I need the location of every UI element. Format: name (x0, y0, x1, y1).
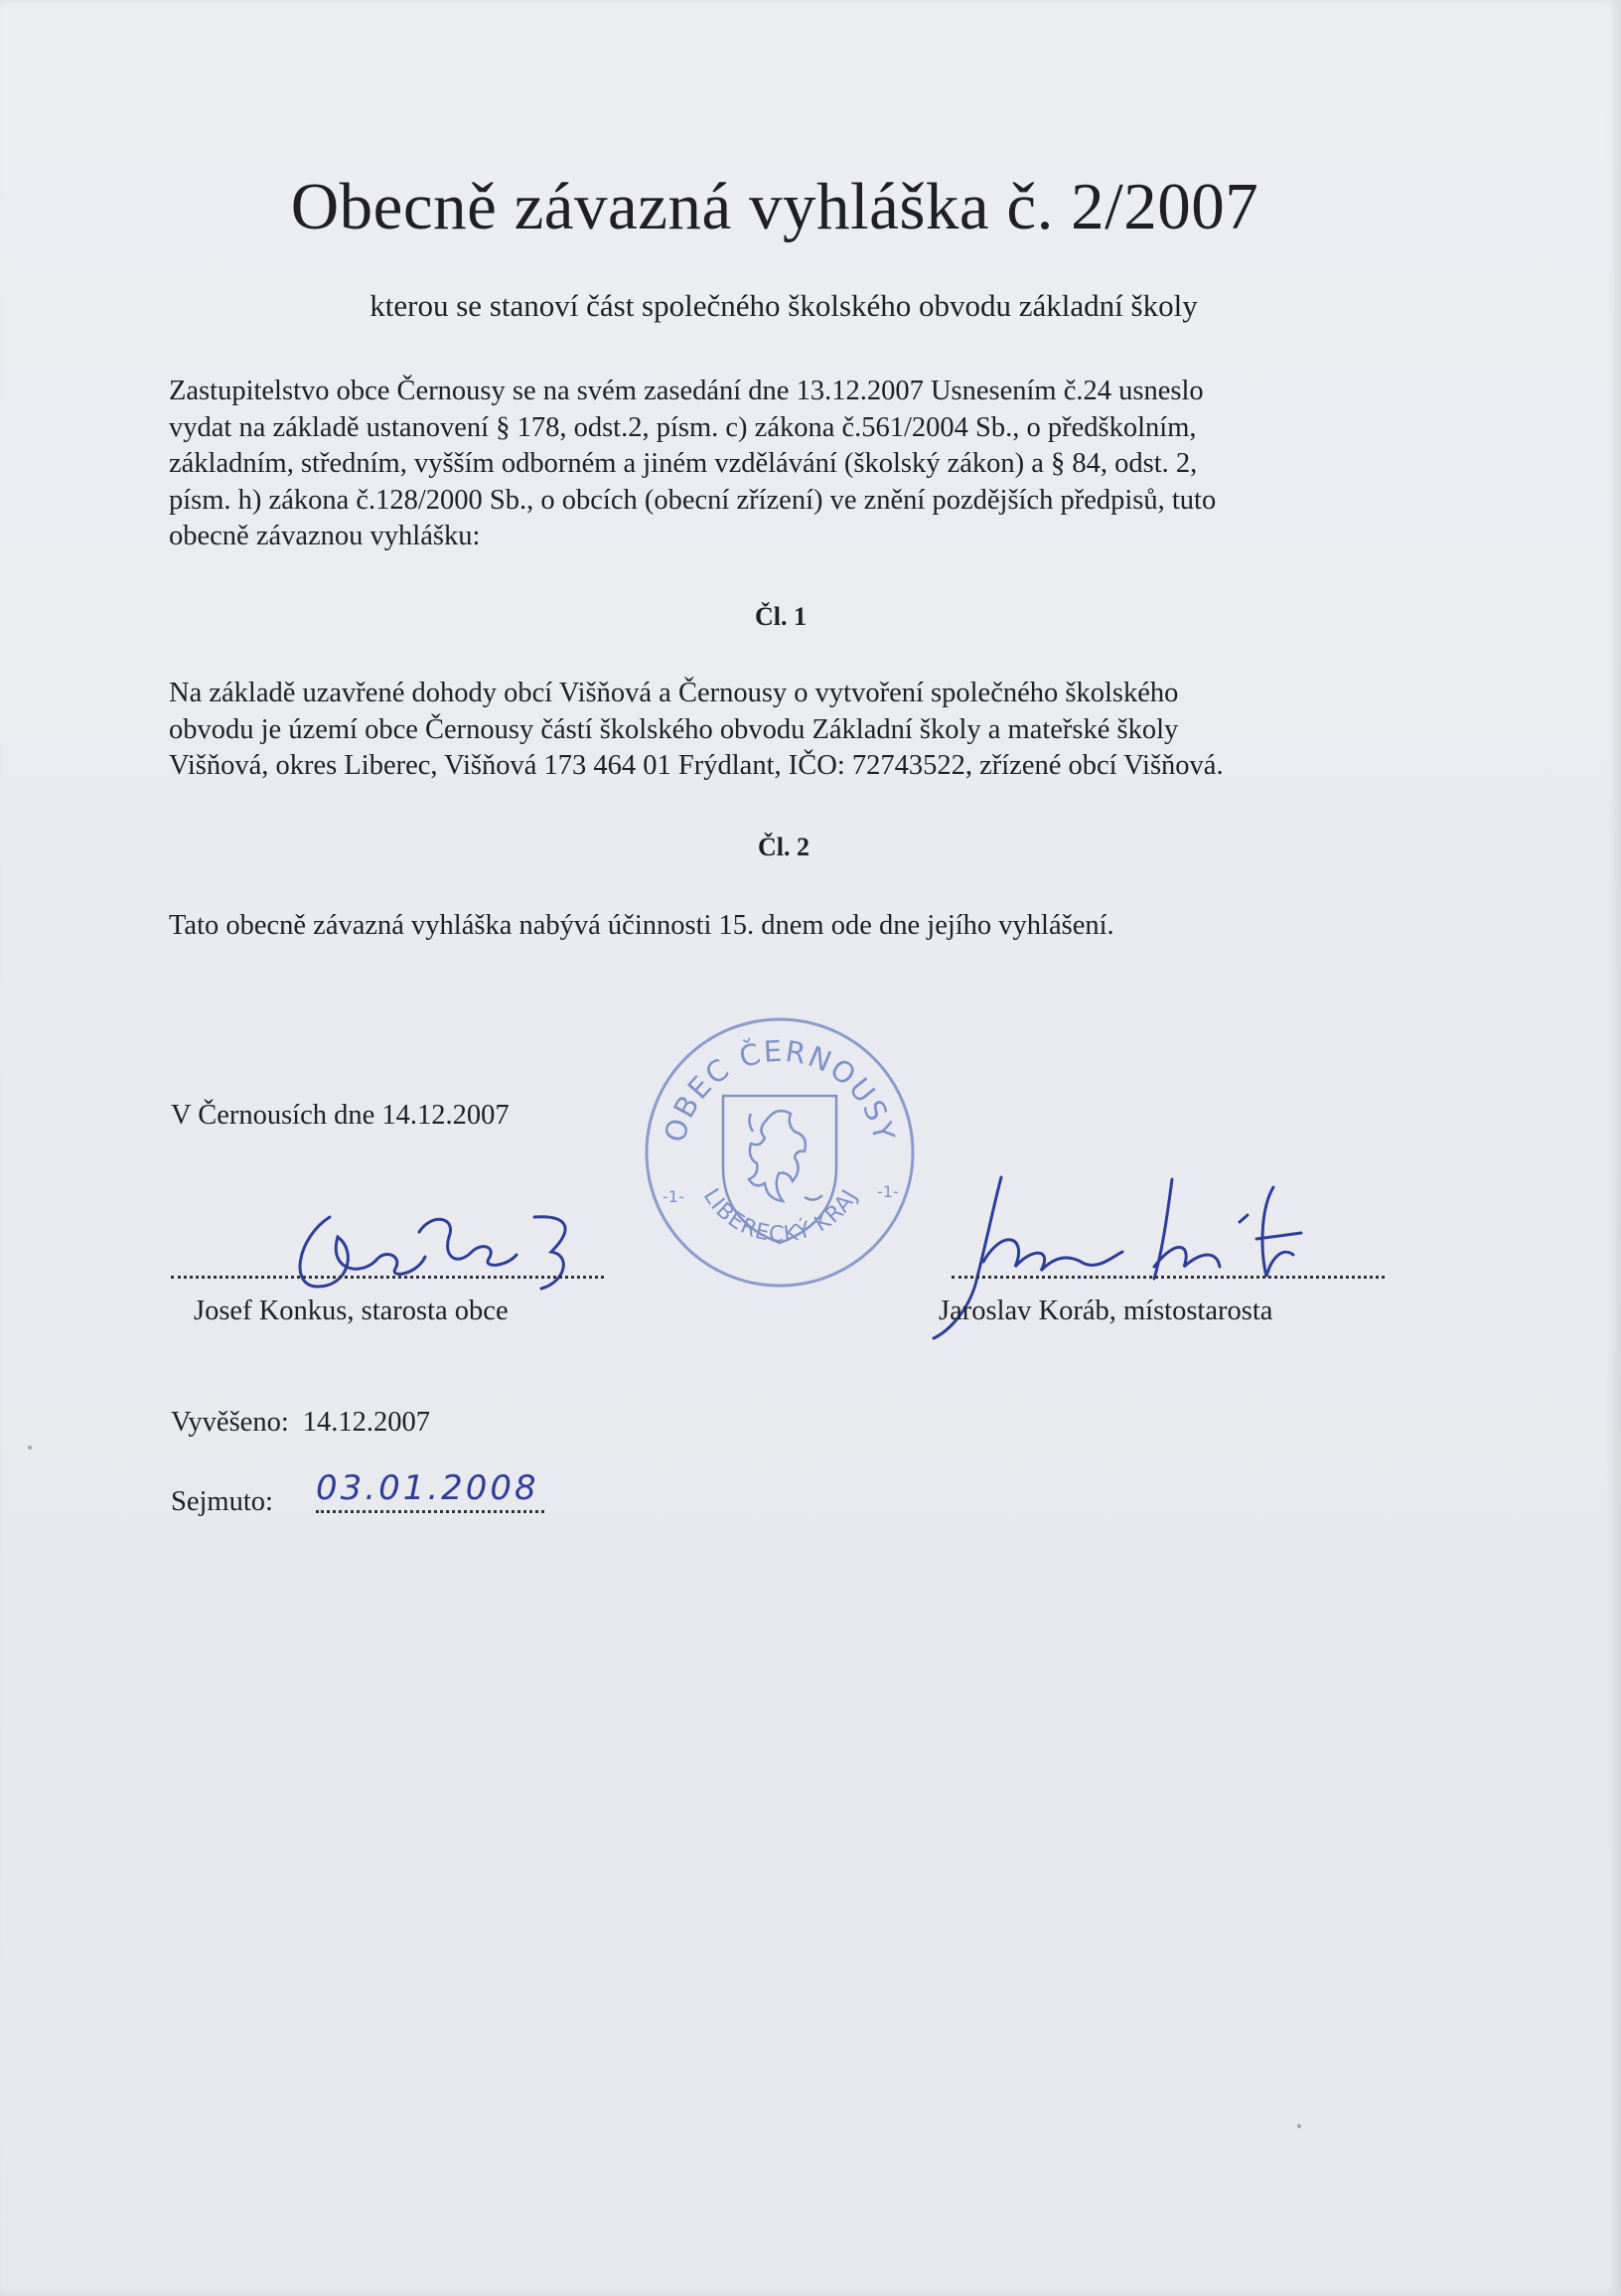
removed-label: Sejmuto: (171, 1486, 273, 1517)
preamble-line: Zastupitelstvo obce Černousy se na svém zasedání dne 13.12.2007 Usnesením č.24 usneslo (169, 376, 1204, 406)
preamble-line: písm. h) zákona č.128/2000 Sb., o obcích (obecní zřízení) ve znění pozdějších předpisů, tuto (169, 484, 1217, 516)
stamp-bottom-text: LIBERECKÝ KRAJ (697, 1184, 864, 1248)
official-stamp (636, 1008, 924, 1297)
signatory-left: Josef Konkus, starosta obce (194, 1296, 509, 1326)
article-2-line: Tato obecně závazná vyhláška nabývá účinnosti 15. dnem ode dne jejího vyhlášení. (169, 910, 1114, 941)
removed-date-handwritten: 03.01.2008 (316, 1468, 539, 1508)
stamp-top-text: OBEC ČERNOUSY (658, 1033, 902, 1147)
paper-speck (28, 1446, 32, 1450)
article-1-line: Na základě uzavřené dohody obcí Višňová a Černousy o vytvoření společného školského (169, 678, 1179, 708)
preamble-line: vydat na základě ustanovení § 178, odst.2, písm. c) zákona č.561/2004 Sb., o předškolním, (169, 411, 1197, 443)
stamp-separator-right: -1- (877, 1182, 899, 1201)
removed-date-line (316, 1510, 544, 1513)
article-2-heading: Čl. 2 (758, 833, 810, 861)
svg-text:LIBERECKÝ KRAJ (698, 1184, 863, 1247)
signature-line-right (952, 1276, 1385, 1279)
signature-konkus (268, 1197, 606, 1306)
posted-date: 14.12.2007 (302, 1407, 430, 1438)
article-1-heading: Čl. 1 (755, 602, 807, 631)
document-subtitle: kterou se stanoví část společného školského obvodu základní školy (369, 288, 1198, 323)
posted-label: Vyvěšeno: (171, 1407, 289, 1438)
article-1-line: obvodu je území obce Černousy částí školského obvodu Základní školy a mateřské školy (169, 713, 1179, 745)
preamble-line: obecně závaznou vyhlášku: (169, 521, 481, 551)
article-1-line: Višňová, okres Liberec, Višňová 173 464 01 Frýdlant, IČO: 72743522, zřízené obcí Višňová. (169, 750, 1224, 781)
preamble-line: základním, středním, vyšším odborném a jiném vzdělávání (školský zákon) a § 84, odst. 2, (169, 448, 1198, 479)
posted-row (171, 1407, 430, 1439)
article-2-paragraph (169, 908, 1430, 945)
stamp-separator-left: -1- (663, 1187, 684, 1206)
paper-speck (1297, 2124, 1301, 2128)
signatory-right: Jaroslav Koráb, místostarosta (939, 1296, 1273, 1326)
article-1-paragraph (169, 676, 1430, 785)
place-and-date: V Černousích dne 14.12.2007 (171, 1100, 510, 1131)
signature-line-left (171, 1276, 604, 1279)
document-title: Obecně závazná vyhláška č. 2/2007 (290, 170, 1259, 243)
preamble-paragraph (169, 374, 1430, 555)
